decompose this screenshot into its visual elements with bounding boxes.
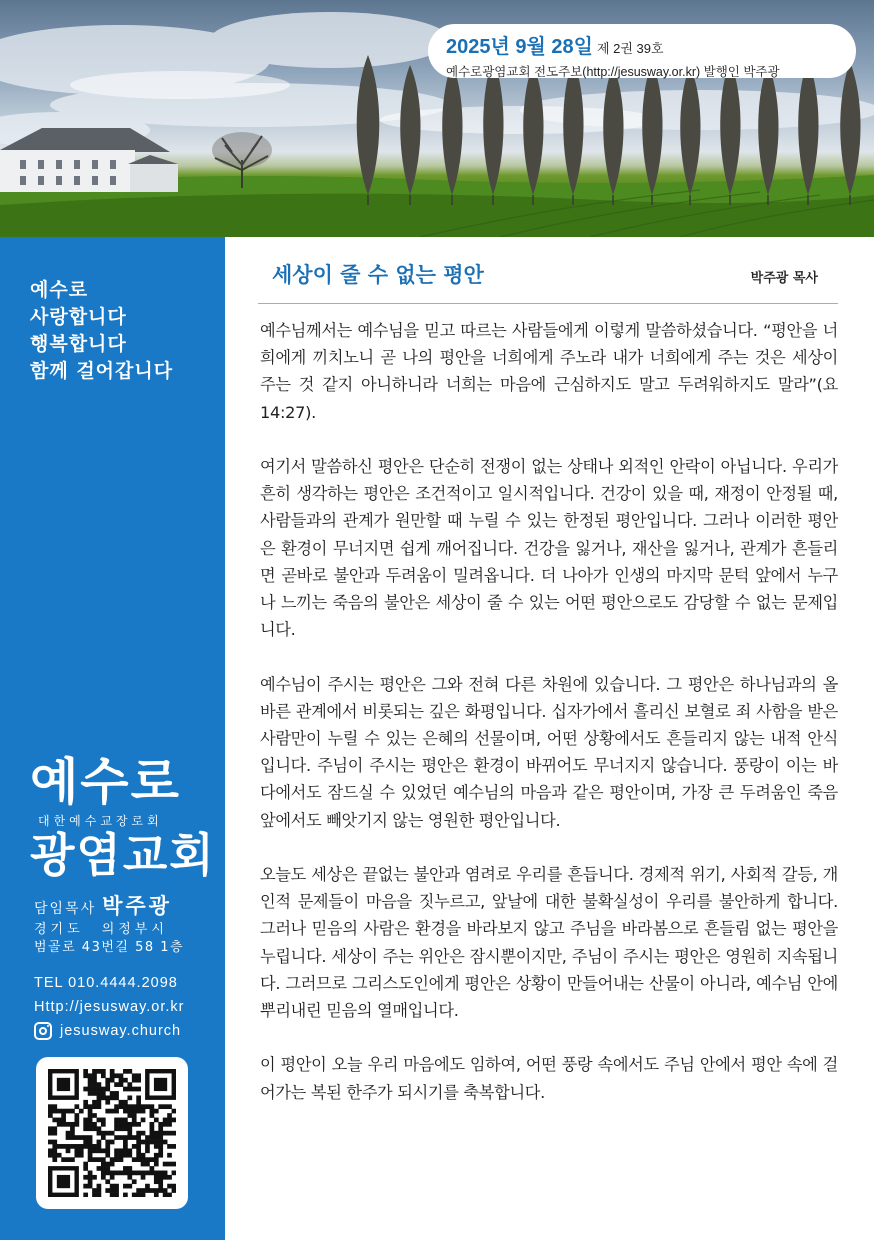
address-region: 경기도: [34, 922, 84, 937]
address-line-1: [34, 921, 184, 939]
article-title: 세상이 줄 수 없는 평안: [272, 263, 484, 287]
pastor-name: 박주광: [102, 894, 172, 918]
address: [34, 921, 184, 957]
pastor-role: 담임목사: [34, 901, 97, 917]
issue-date: 2025년 9월 28일: [446, 36, 593, 58]
publisher-line: 예수로광염교회 전도주보(http://jesusway.or.kr) 발행인 박주광: [446, 65, 780, 79]
slogan-line-1: 예수로: [30, 279, 89, 301]
instagram-icon: [34, 1022, 52, 1040]
church-name-bottom: 광염교회: [30, 828, 216, 882]
church-name-top: 예수로: [30, 753, 181, 811]
article: [258, 237, 838, 1102]
contact-info: [34, 971, 184, 1043]
issue-date-line: [446, 30, 856, 59]
paragraph-1: 예수님께서는 예수님을 믿고 따르는 사람들에게 이렇게 말씀하셨습니다. “평안을 너희에게 끼치노니 곧 나의 평안을 너희에게 주노라 내가 너희에게 주는 것은 세상이 주는 것 같지 아니하니라 너희는 마음에 근심하지도 말고 두려워하지도 말라”(요 14:27).: [260, 321, 838, 422]
paragraph-5: 이 평안이 오늘 우리 마음에도 임하여, 어떤 풍랑 속에서도 주님 안에서 평안 속에 걸어가는 복된 한주가 되시기를 축복합니다.: [260, 1055, 838, 1102]
address-line-2: 범골로 43번길 58 1층: [34, 940, 185, 955]
farmhouse: [0, 128, 178, 192]
qr-code-pattern: [48, 1069, 176, 1197]
denomination: 대한예수교장로회: [38, 814, 163, 828]
church-logo: [30, 753, 216, 882]
article-author: 박주광 목사: [750, 271, 818, 286]
pastor-info: [34, 890, 172, 920]
paragraph-4: 오늘도 세상은 끝없는 불안과 염려로 우리를 흔듭니다. 경제적 위기, 사회적 갈등, 개인적 문제들이 마음을 짓누르고, 앞날에 대한 불확실성이 우리를 불안하게 합니다. 그러나 믿음의 사람은 환경을 바라보지 않고 주님을 바라봄으로 흔들림 없는 평안을 누립니다. 세상이 주는 위안은 잠시뿐이지만, 주님이 주시는 평안은 영원히 지속됩니다. 그러므로 그리스도인에게 평안은 상황이 만들어내는 산물이 아니라, 예수님 안에 뿌리내린 믿음의 열매입니다.: [260, 865, 838, 1021]
website-link[interactable]: Http://jesusway.or.kr: [34, 999, 185, 1015]
sidebar: [0, 237, 225, 1240]
article-header: [258, 237, 838, 304]
instagram-link[interactable]: [34, 1019, 184, 1043]
phone: TEL 010.4444.2098: [34, 975, 178, 991]
header-banner: [0, 0, 874, 237]
slogan-line-4: 함께 걸어갑니다: [30, 360, 174, 382]
qr-code[interactable]: [36, 1057, 188, 1209]
slogan-line-3: 행복합니다: [30, 333, 127, 355]
issue-number: 제 2권 39호: [596, 41, 664, 56]
paragraph-3: 예수님이 주시는 평안은 그와 전혀 다른 차원에 있습니다. 그 평안은 하나님과의 올바른 관계에서 비롯되는 깊은 화평입니다. 십자가에서 흘리신 보혈로 죄 사함을 받은 사람만이 누릴 수 있는 은혜의 선물이며, 어떤 상황에서도 흔들리지 않는 내적 안식입니다. 주님이 주시는 평안은 환경이 바뀌어도 무너지지 않습니다. 풍랑이 이는 바다에서도 잠드실 수 있었던 예수님의 마음과 같은 평안이며, 가장 큰 두려움인 죽음 앞에서도 빼앗기지 않는 영원한 평안입니다.: [260, 674, 838, 830]
address-city: 의정부시: [101, 922, 168, 937]
article-body: [260, 317, 838, 1133]
issue-info-pill: [428, 24, 856, 78]
slogan-line-2: 사랑합니다: [30, 306, 127, 328]
instagram-handle: jesusway.church: [60, 1023, 182, 1039]
slogan: [30, 277, 173, 385]
paragraph-2: 여기서 말씀하신 평안은 단순히 전쟁이 없는 상태나 외적인 안락이 아닙니다. 우리가 흔히 생각하는 평안은 조건적이고 일시적입니다. 건강이 있을 때, 재정이 안정될 때, 사람들과의 관계가 원만할 때 누릴 수 있는 한정된 평안입니다. 그러나 이러한 평안은 환경이 무너지면 쉽게 깨어집니다. 건강을 잃거나, 재산을 잃거나, 관계가 흔들리면 곧바로 불안과 두려움이 밀려옵니다. 더 나아가 인생의 마지막 문턱 앞에서 누구나 느끼는 죽음의 불안은 세상이 줄 수 있는 어떤 평안으로도 감당할 수 없는 문제입니다.: [260, 457, 838, 640]
